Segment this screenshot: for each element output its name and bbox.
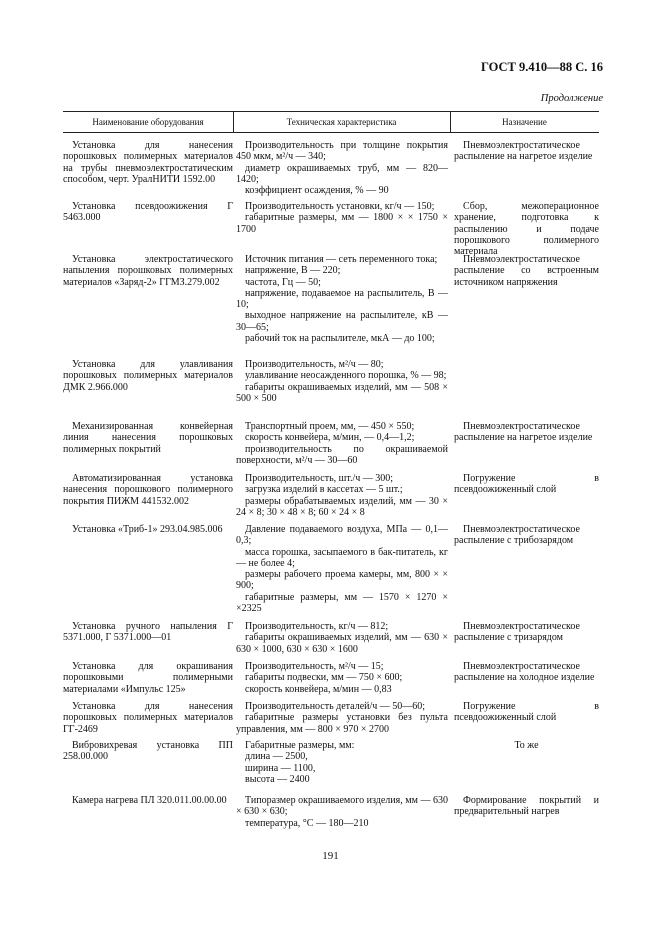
spec-list	[236, 795, 448, 829]
document-reference: ГОСТ 9.410—88 С. 16	[480, 60, 603, 74]
purpose: Сбор, межоперационное хранение, подготовка к распылению и подаче порошкового полимерного материала	[454, 201, 599, 258]
spec-item: Производительность, м²/ч — 80;	[245, 359, 384, 370]
spec-item: размеры рабочего проема камеры, мм, 800 × × 900;	[236, 569, 448, 592]
equipment-name: Установка ручного напыления Г 5371.000, Г 5371.000—01	[63, 621, 233, 644]
purpose: Формирование покрытий и предварительный нагрев	[454, 795, 599, 818]
spec-item: выходное напряжение на распылителе, кВ — 30—65;	[236, 310, 448, 333]
purpose: Погружение в псевдоожиженный слой	[454, 701, 599, 724]
spec-item: габариты окрашиваемых изделий, мм — 508 × 500 × 500	[236, 381, 448, 404]
spec-item: габаритные размеры, мм — 1570 × 1270 × ×2325	[236, 591, 448, 615]
purpose: Пневмоэлектростатическое распыление с трибозарядом	[454, 524, 580, 547]
spec-item: Транспортный проем, мм, — 450 × 550;	[245, 421, 415, 432]
spec-item: габариты окрашиваемых изделий, мм — 630 × 630 × 1000, 630 × 630 × 1600	[236, 632, 448, 655]
equipment-name: Механизированная конвейерная линия нанесения порошковых полимерных покрытий	[63, 421, 233, 455]
spec-list	[236, 740, 448, 785]
spec-item: Производительность, шт./ч — 300;	[245, 473, 394, 484]
spec-item: размеры обрабатываемых изделий, мм — 30 × 24 × 8; 30 × 48 × 8; 60 × 24 × 8	[236, 495, 448, 518]
equipment-name: Установка электростатического напыления порошковых полимерных материалов «Заряд-2» ГГМЗ.279.002	[63, 254, 233, 288]
spec-item: ширина — 1100,	[245, 762, 316, 774]
spec-item: температура, °С — 180—210	[245, 817, 369, 829]
spec-item: Производительность установки, кг/ч — 150;	[245, 201, 435, 212]
equipment-name: Установка для улавливания порошковых полимерных материалов ДМК 2.966.000	[63, 359, 233, 393]
purpose: Пневмоэлектростатическое распыление с тризарядом	[454, 621, 580, 644]
spec-item: габариты подвески, мм — 750 × 600;	[245, 672, 403, 684]
spec-item: улавливание неосажденного порошка, % — 98;	[245, 370, 447, 382]
purpose: Пневмоэлектростатическое распыление на нагретое изделие	[454, 421, 593, 444]
spec-item: длина — 2500,	[245, 751, 308, 763]
spec-item: Давление подаваемого воздуха, МПа — 0,1—0,3;	[236, 524, 448, 547]
spec-list	[236, 621, 448, 655]
spec-list	[236, 473, 448, 518]
spec-item: Производительность, м²/ч — 15;	[245, 661, 384, 672]
spec-item: частота, Гц — 50;	[245, 276, 321, 288]
spec-list	[236, 524, 448, 614]
spec-item: Производительность деталей/ч — 50—60;	[245, 701, 426, 712]
table-header-rule	[63, 132, 599, 133]
table-top-rule	[63, 111, 599, 112]
equipment-name: Установка псевдоожижения Г 5463.000	[63, 201, 233, 224]
spec-item: масса горошка, засыпаемого в бак-питатель, кг — не более 4;	[236, 546, 448, 569]
spec-list	[236, 359, 448, 404]
purpose: Пневмоэлектростатическое распыление со встроенным источником напряжения	[454, 254, 599, 288]
spec-list	[236, 701, 448, 735]
spec-item: габаритные размеры, мм — 1800 × × 1750 × 1700	[236, 212, 448, 235]
column-header-purpose: Назначение	[502, 117, 547, 127]
column-header-specs: Техническая характеристика	[286, 117, 397, 127]
purpose: То же	[514, 740, 539, 751]
purpose: Пневмоэлектростатическое распыление на холодное изделие	[454, 661, 595, 684]
spec-list	[236, 201, 448, 235]
equipment-name: Вибровихревая установка ПП 258.00.000	[63, 740, 233, 763]
spec-item: Источник питания — сеть переменного тока;	[245, 254, 438, 265]
spec-list	[236, 661, 448, 695]
spec-item: скорость конвейера, м/мин, — 0,4—1,2;	[245, 432, 415, 444]
spec-item: загрузка изделий в кассетах — 5 шт.;	[245, 484, 403, 496]
equipment-name: Установка для нанесения порошковых полимерных материалов на трубы пневмоэлектростатическим способом, черт. УралНИТИ 1592.00	[63, 140, 233, 185]
spec-item: Габаритные размеры, мм:	[245, 740, 355, 751]
column-header-equipment: Наименование оборудования	[92, 117, 204, 127]
spec-item: коэффициент осаждения, % — 90	[245, 185, 389, 197]
continuation-label: Продолжение	[540, 93, 603, 104]
page-number: 191	[322, 850, 339, 862]
equipment-name: Установка для нанесения порошковых полимерных материалов ГГ-2469	[63, 701, 233, 735]
purpose: Пневмоэлектростатическое распыление на нагретое изделие	[454, 140, 593, 163]
spec-item: рабочий ток на распылителе, мкА — до 100;	[245, 333, 435, 345]
spec-item: высота — 2400	[245, 773, 310, 785]
spec-item: габаритные размеры установки без пульта управления, мм — 800 × 970 × 2700	[236, 712, 448, 735]
equipment-name: Автоматизированная установка нанесения порошкового полимерного покрытия ПИЖМ 441532.002	[63, 473, 233, 507]
spec-list	[236, 254, 448, 344]
equipment-name: Камера нагрева ПЛ 320.011.00.00.00	[72, 795, 227, 806]
spec-item: Производительность, кг/ч — 812;	[245, 621, 389, 632]
spec-item: напряжение, подаваемое на распылитель, В — 10;	[236, 287, 448, 311]
purpose: Погружение в псевдоожиженный слой	[454, 473, 599, 496]
equipment-name: Установка «Триб-1» 293.04.985.006	[72, 524, 223, 535]
spec-item: производительность по окрашиваемой поверхности, м²/ч — 30—60	[236, 443, 448, 466]
equipment-name: Установка для окрашивания порошковыми полимерными материалами «Импульс 125»	[63, 661, 233, 695]
spec-item: скорость конвейера, м/мин — 0,83	[245, 683, 392, 695]
spec-item: напряжение, В — 220;	[245, 265, 341, 277]
spec-item: диаметр окрашиваемых труб, мм — 820—1420;	[236, 162, 448, 185]
spec-item: Типоразмер окрашиваемого изделия, мм — 630 × 630 × 630;	[236, 795, 448, 818]
spec-list	[236, 421, 448, 466]
spec-list	[236, 140, 448, 196]
spec-item: Производительность при толщине покрытия 450 мкм, м²/ч — 340;	[236, 140, 448, 163]
